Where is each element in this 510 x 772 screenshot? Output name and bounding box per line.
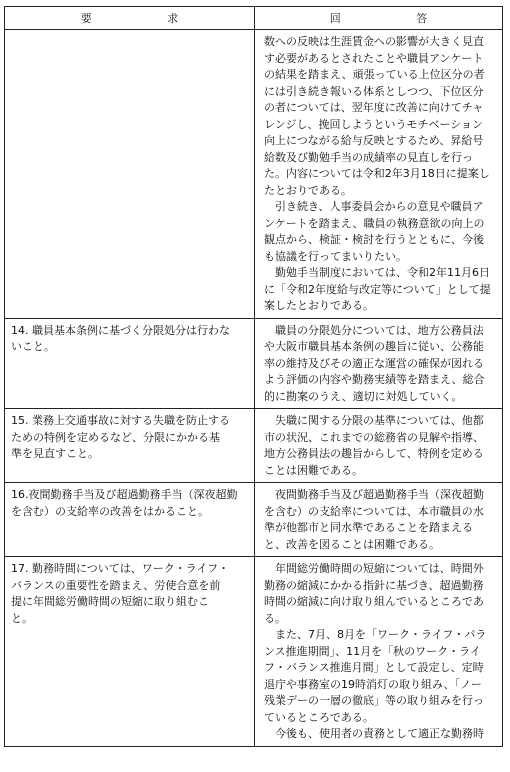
answer-paragraph: また、7月、8月を「ワーク・ライフ・バラ ンス推進期間」、11月を「秋のワーク・ライ フ・バランス推進月間」として設定し、定時 退庁や事務室の19時消灯の取り組み、「ノー 残業デーの一層の徹底」等の取り組みを行っ ているところである。 xyxy=(264,628,487,724)
answer-paragraph: 失職に関する分限の基準については、他都 市の状況、これまでの総務省の見解や指導、 地方公務員法の趣旨からして、特例を定める ことは困難である。 xyxy=(264,414,484,477)
table-row xyxy=(5,483,503,557)
answer-cell xyxy=(255,318,503,409)
answer-cell xyxy=(255,30,503,319)
table-header-row xyxy=(5,7,503,30)
request-cell: 17. 勤務時間については、ワーク・ライフ・ バランスの重要性を踏まえ、労使合意を前 提に年間総労働時間の短縮に取り組むこ と。 xyxy=(5,557,255,747)
answer-cell xyxy=(255,557,503,747)
answer-paragraph: 年間総労働時間の短縮については、時間外 勤務の縮減にかかる指針に基づき、超過勤務 時間の縮減に向け取り組んでいるところであ る。 xyxy=(264,562,484,625)
table-row xyxy=(5,30,503,319)
request-cell: 16.夜間勤務手当及び超過勤務手当（深夜超勤 を含む）の支給率の改善をはかること。 xyxy=(5,483,255,557)
request-answer-table xyxy=(4,6,503,747)
request-cell xyxy=(5,30,255,319)
table-row xyxy=(5,318,503,409)
answer-paragraph: 引き続き、人事委員会からの意見や職員ア ンケートを踏まえ、職員の執務意欲の向上の 観点から、検証・検討を行うとともに、今後 も協議を行ってまいりたい。 xyxy=(264,200,485,263)
answer-paragraph: 今後も、使用者の責務として適正な勤務時 xyxy=(264,727,484,740)
answer-cell xyxy=(255,483,503,557)
answer-paragraph: 勤勉手当制度においては、令和2年11月6日 に「令和2年度給与改定等について」として提 案したとおりである。 xyxy=(264,266,491,312)
answer-cell xyxy=(255,409,503,483)
table-row xyxy=(5,409,503,483)
table-row xyxy=(5,557,503,747)
header-request: 要 求 xyxy=(5,7,255,30)
answer-paragraph: 夜間勤務手当及び超過勤務手当（深夜超勤 を含む）の支給率については、本市職員の水 準が他都市と同水準であることを踏まえる と、改善を図ることは困難である。 xyxy=(264,488,484,551)
request-cell: 15. 業務上交通事故に対する失職を防止する ための特例を定めるなど、分限にかかる基 準を見直すこと。 xyxy=(5,409,255,483)
request-cell: 14. 職員基本条例に基づく分限処分は行わな いこと。 xyxy=(5,318,255,409)
answer-paragraph: 数への反映は生涯賃金への影響が大きく見直 す必要があるとされたことや職員アンケート の結果を踏まえ、頑張っている上位区分の者 には引き続き報いる体系としつつ、下位区分 の者については、翌年度に改善に向けてチャ レンジし、挽回しようというモチベーション 向上につながる給与反映とするため、昇給号 給数及び勤勉手当の成績率の見直しを行っ た。内容については令和2年3月18日に提案し たとおりである。 xyxy=(264,35,490,197)
header-answer: 回 答 xyxy=(255,7,503,30)
answer-paragraph: 職員の分限処分については、地方公務員法 や大阪市職員基本条例の趣旨に従い、公務能 率の維持及びその適正な運営の確保が図れる よう評価の内容や勤務実績等を踏まえ、総合 的に勘案のうえ、適切に対処していく。 xyxy=(264,323,485,403)
